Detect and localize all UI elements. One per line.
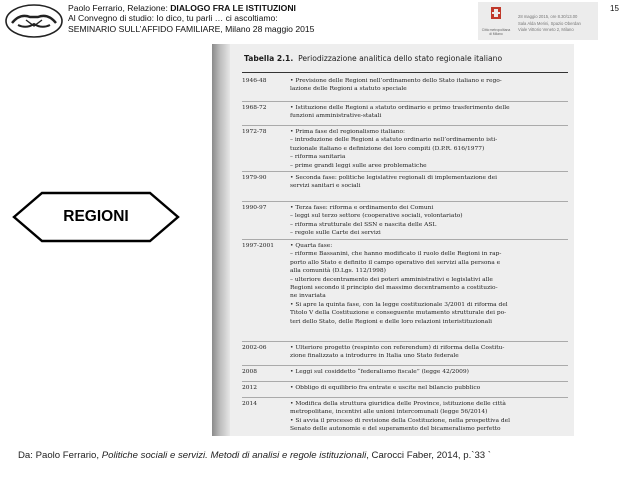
row-separator xyxy=(242,341,568,342)
period-description xyxy=(290,77,570,94)
event-info: 28 maggio 2015, ore 8.30/13.00 Sala Alda Merini, Spazio Oberdan Viale Vittorio Veneto 2, Milano xyxy=(518,14,581,33)
description-line: • Modifica della struttura giuridica delle Province, istituzione delle città xyxy=(290,401,506,407)
row-separator xyxy=(242,381,568,382)
period-description xyxy=(290,104,570,121)
book-title: Politiche sociali e servizi. Metodi di analisi e regole istituzionali xyxy=(101,450,367,461)
row-separator xyxy=(242,125,568,126)
description-line: • Si avvia il processo di revisione della Costituzione, nella prospettiva del xyxy=(290,417,511,424)
period-year: 2014 xyxy=(242,401,257,407)
description-line: Regioni secondo il principio del massimo decentramento a costituzio- xyxy=(290,285,498,292)
period-year: 1968-72 xyxy=(242,105,267,111)
period-year: 1972-78 xyxy=(242,129,267,135)
description-line: teri dello Stato, delle Regioni e delle loro relazioni interistituzionali xyxy=(290,318,492,325)
description-line: – leggi sul terzo settore (cooperative sociali, volontariato) xyxy=(290,213,463,220)
description-line: • Previsione delle Regioni nell’ordinamento dello Stato italiano e rego- xyxy=(290,78,502,84)
description-line: Titolo V della Costituzione e conseguente mutamento strutturale dei po- xyxy=(290,310,507,317)
period-description xyxy=(290,128,570,170)
table-title xyxy=(244,54,502,63)
description-line: – introduzione delle Regioni a statuto ordinario nell’ordinamento isti- xyxy=(290,137,498,144)
row-separator xyxy=(242,239,568,240)
description-line: • Terza fase: riforma e ordinamento dei Comuni xyxy=(290,205,434,211)
table-number: Tabella 2.1. xyxy=(244,54,294,63)
description-line: – ulteriore decentramento dei poteri amministrativi e legislativi alle xyxy=(290,276,493,283)
description-line: Senato delle autonomie e del superamento del bicameralismo perfetto xyxy=(290,426,501,433)
period-description xyxy=(290,400,570,434)
scanned-table xyxy=(212,44,574,436)
description-line: lazione delle Regioni a statuto speciale xyxy=(290,86,407,93)
description-line: funzioni amministrative-statali xyxy=(290,113,382,120)
description-line: metropolitane, incentivi alle unioni intercomunali (legge 56/2014) xyxy=(290,409,488,416)
period-year: 1997-2001 xyxy=(242,243,274,249)
description-line: – riforma strutturale del SSN e nascita delle ASL xyxy=(290,221,437,228)
description-line: • Ulteriore progetto (respinto con referendum) di riforma della Costitu- xyxy=(290,345,505,351)
slide-header xyxy=(0,0,636,42)
description-line: zione finalizzato a introdurre in Italia uno Stato federale xyxy=(290,353,459,360)
seminar-line: SEMINARIO SULL’AFFIDO FAMILIARE, Milano 28 maggio 2015 xyxy=(68,23,315,34)
period-description xyxy=(290,204,570,238)
talk-title: DIALOGO FRA LE ISTITUZIONI xyxy=(170,3,296,13)
period-description xyxy=(290,384,570,392)
description-line: • Prima fase del regionalismo italiano: xyxy=(290,129,406,135)
table-title-text: Periodizzazione analitica dello stato regionale italiano xyxy=(298,54,503,63)
description-line: • Si apre la quinta fase, con la legge costituzionale 3/2001 di riforma del xyxy=(290,301,508,308)
conference-line: Al Convegno di studio: Io dico, tu parli … ci ascoltiamo: xyxy=(68,13,278,24)
description-line: – prime grandi leggi sulle aree problematiche xyxy=(290,162,427,169)
book-page xyxy=(230,44,574,436)
book-spine-shadow xyxy=(212,44,230,436)
event-banner xyxy=(478,2,598,40)
period-description xyxy=(290,174,570,191)
description-line: ne invariata xyxy=(290,293,326,300)
row-separator xyxy=(242,397,568,398)
table-top-rule xyxy=(242,72,568,73)
period-description xyxy=(290,344,570,361)
period-description xyxy=(290,368,570,376)
row-separator xyxy=(242,365,568,366)
header-text: Paolo Ferrario, Relazione: DIALOGO FRA LE ISTITUZIONI Al Convegno di studio: Io dico, tu parli … ci ascoltiamo: SEMINARIO SULL’AFFIDO FAMILIARE, Milano 28 maggio 2015 xyxy=(68,3,315,34)
description-line: servizi sanitari e sociali xyxy=(290,183,361,190)
row-separator xyxy=(242,101,568,102)
description-line: alla comunità (D.Lgs. 112/1998) xyxy=(290,268,386,275)
description-line: tuzionale italiano e definizione dei loro compiti (D.P.R. 616/1977) xyxy=(290,145,485,152)
row-separator xyxy=(242,171,568,172)
period-year: 1990-97 xyxy=(242,205,267,211)
description-line: • Seconda fase: politiche legislative regionali di implementazione dei xyxy=(290,175,498,181)
period-year: 2008 xyxy=(242,369,257,375)
period-year: 1979-90 xyxy=(242,175,267,181)
page-number: 15 xyxy=(610,4,619,13)
description-line: • Leggi sul cosiddetto “federalismo fiscale” (legge 42/2009) xyxy=(290,369,469,375)
emblem-caption: Città metropolitana di Milano xyxy=(481,28,511,36)
handshake-logo-icon xyxy=(4,3,64,39)
period-year: 2012 xyxy=(242,385,257,391)
description-line: • Istituzione delle Regioni a statuto ordinario e primo trasferimento delle xyxy=(290,105,510,111)
description-line: • Obbligo di equilibrio fra entrate e uscite nel bilancio pubblico xyxy=(290,385,481,391)
period-year: 2002-06 xyxy=(242,345,267,351)
period-year: 1946-48 xyxy=(242,78,267,84)
description-line: porto allo Stato e definito il campo operativo dei servizi alla persona e xyxy=(290,259,501,266)
description-line: • Quarta fase: xyxy=(290,243,333,249)
row-separator xyxy=(242,201,568,202)
description-line: – riforme Bassanini, che hanno modificato il ruolo delle Regioni in rap- xyxy=(290,251,502,258)
description-line: – riforma sanitaria xyxy=(290,154,346,161)
description-line: – regole sulle Carte dei servizi xyxy=(290,230,381,237)
source-citation: Da: Paolo Ferrario, Politiche sociali e servizi. Metodi di analisi e regole istituzionali, Carocci Faber, 2014, p.`33 ` xyxy=(18,450,491,461)
regioni-label: REGIONI xyxy=(63,208,129,225)
period-description xyxy=(290,242,570,326)
